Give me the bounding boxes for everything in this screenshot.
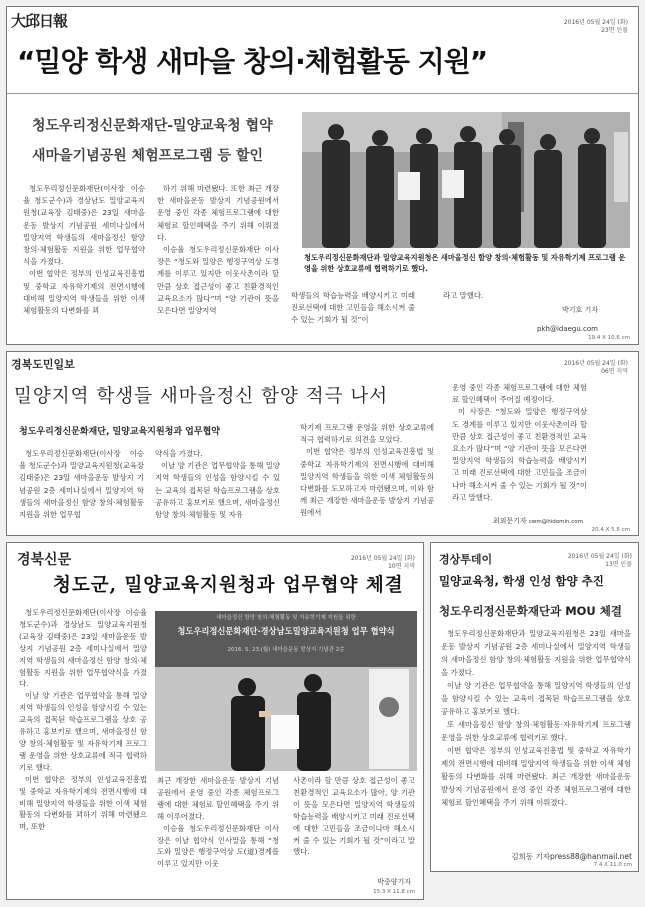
clip-size: 7.4 X 11.0 cm bbox=[593, 862, 632, 868]
masthead: 경북도민일보 bbox=[11, 358, 75, 371]
article-column: 운영 중인 각종 체험프로그램에 대한 체험료 할인혜택이 주어질 예정이다. 이 사장은 “청도와 밀양은 행정구역상 도 경계를 이루고 있지만 이웃사촌이라 할 만큼 상호 접근성이 좋고 친환경적인 교육요소가 많다”며 “양 기관이 뜻을 모은다면 밀양지역 학생들의 학습능력을 배양시키고 미래 진로선택에 대한 고민들을 조금이나마 해소시켜 줄 수 있는 기회가 될 것”이라고 말했다. bbox=[452, 383, 587, 502]
dateline bbox=[564, 360, 628, 376]
subhead: 청도우리정신문화재단과 MOU 체결 bbox=[439, 604, 622, 618]
page-info: 06면 지역 bbox=[601, 368, 628, 375]
article-photo bbox=[155, 611, 417, 771]
divider bbox=[7, 93, 639, 94]
article-column: 청도우리정신문화재단(이사장 이승율 청도군수)과 경상남도 밀양교육지원청(교육장 김태중)은 23일 새마을운동 발상지 기념공원 세미나실에서 밀양지역 학생들의 새마을정신 함양 창의·체험활동 지원을 위한 업무협약식을 가졌다. 이번 협약은 정부의 인성교육진흥법 및 중학교 자유학기제의 전면시행에 대비해 밀양지역 학생들을 위한 이색 체험활동의 다변화를 꾀 bbox=[23, 184, 145, 316]
clip-size: 15.3 X 11.8 cm bbox=[373, 889, 415, 895]
article-column: 청도우리정신문화재단(이사장 이승율 청도군수)과 경상남도 밀양교육지원청(교육장 김태중)은 23일 새마을운동 발상지 기념공원 2층 세미나실에서 밀양지역 학생들의 새마을정신 함양 창의·체험활동 지원을 위한 업무협약식을 가졌다. 이날 양 기관은 업무협약을 통해 밀양지역 학생들의 인성을 함양시킬 수 있는 교육의 접목된 학습프로그램을 상호 공유하고 홍보키로 했으며, 새마을정신 함양 창의·체험활동 및 자유학기제 프로그램 운영을 위한 상호교류에 적극 협력하기로 했다. 이번 협약은 정부의 인성교육진흥법 및 중학교 자유학기제의 전면시행에 대비해 밀양지역 학생들을 위한 이색 체험활동의 다변화를 꾀하기 위해 마련됐으며, 또한 bbox=[19, 608, 147, 832]
reporter-name: 최외문기자 bbox=[492, 517, 527, 525]
photo-caption: 청도우리정신문화재단과 밀양교육지원청은 새마을정신 함양 창의·체험활동 및 자유학기제 프로그램 운영을 위한 상호교류에 협력하기로 했다. bbox=[304, 253, 626, 273]
page-info: 10면 지역 bbox=[388, 563, 415, 570]
headline: 밀양지역 학생들 새마을정신 함양 적극 나서 bbox=[14, 386, 389, 407]
headline: 밀양교육청, 학생 인성 함양 추진 bbox=[439, 574, 604, 588]
masthead: 大邱日報 bbox=[11, 12, 68, 30]
byline: 박중양기자 bbox=[377, 878, 411, 886]
date: 2016년 05월 24일 (화) bbox=[563, 19, 628, 26]
banner-line-1: 새마을정신 함양 창의·체험활동 및 자유학기제 지원을 위한 bbox=[216, 615, 356, 621]
clip-gyeongsang-today bbox=[430, 542, 639, 872]
dateline bbox=[351, 555, 415, 571]
headline: “밀양 학생 새마을 창의·체험활동 지원” bbox=[17, 45, 488, 78]
byline: 김희동 기자press88@hanmail.net bbox=[511, 852, 632, 861]
banner-line-2: 청도우리정신문화재단·경상남도밀양교육지원청 업무 협약식 bbox=[177, 626, 395, 636]
article-column: 사촌이라 할 만큼 상호 접근성이 좋고 친환경적인 교육요소가 많아, 양 기관이 뜻을 모은다면 밀양지역 학생들의 학습능력을 배양시키고 미래 진로선택에 대한 고민들을 조금이나마 해소시켜 줄 수 있는 기회가 될 것”이라고 말했다. bbox=[293, 776, 415, 857]
dateline bbox=[564, 19, 628, 35]
dateline bbox=[568, 553, 632, 569]
article-body: 청도우리정신문화재단과 밀양교육지원청은 23일 새마을운동 발상지 기념공원 2층 세미나실에서 밀양지역 학생들의 새마을정신 함양 창의·체험활동 지원을 위한 업무협약식을 가졌다. 이날 양 기관은 업무협약을 통해 밀양지역 학생들의 인성을 함양시킬 수 있는 교육이 접목된 학습프로그램을 상호 공유하고 홍보키로 했다. 또 새마을정신 함양 창의·체험활동·자유학기제 프로그램 운영을 위한 상호교류에 협력키로 했다. 이번 협약은 정부의 인성교육진흥법 및 중학교 자유학기제의 전면시행에 대비해 밀양지역 학생들을 위한 이색 체험활동의 다변화를 위해 마련됐다. 최근 개장한 새마을운동 발상지 기념공원에서 운영 중인 각종 체험프로그램에 대한 체험료 할인혜택을 주기 위해 이뤄졌다. bbox=[441, 629, 631, 807]
clip-daegu-ilbo bbox=[6, 6, 639, 345]
article-column: 학생들의 학습능력을 배양시키고 미래 진로선택에 대한 고민들을 해소시켜 줄 수 있는 기회가 될 것”이 bbox=[291, 291, 415, 325]
clip-gyeongbuk-sinmun bbox=[6, 542, 424, 900]
article-column: 라고 말했다. bbox=[443, 291, 484, 300]
subhead: 청도우리정신문화재단, 밀양교육지원청과 업무협약 bbox=[19, 427, 220, 437]
article-column: 최근 개장한 새마을운동 발상지 기념공원에서 운영 중인 각종 체험프로그램에 대한 체험료 할인혜택을 주기 위해 이루어졌다. 이승율 청도우리정신문화재단 이사장은 이날 협약식 인사말을 통해 “청도와 밀양은 행정구역상 도(道)경계를 이루고 있지만 이웃 bbox=[157, 776, 279, 869]
byline: 박기호 기자 bbox=[561, 306, 598, 314]
date: 2016년 05월 24일 (화) bbox=[567, 553, 632, 560]
article-photo bbox=[302, 112, 630, 248]
group-photo-image bbox=[302, 112, 630, 248]
clip-size: 19.4 X 10.6 cm bbox=[588, 335, 630, 341]
subhead-2: 새마을기념공원 체험프로그램 등 할인 bbox=[32, 148, 264, 164]
reporter-email: cwm@hidomin.com bbox=[528, 519, 583, 525]
article-column: 약식을 가졌다. 이날 양 기관은 업무협약을 통해 밀양지역 학생들의 인성을 함양시킬 수 있는 교육의 접목된 학습프로그램을 상호 공유하고 홍보키로 했으며, 새마을정신 함양 창의·체험활동 및 자유 bbox=[155, 449, 280, 520]
masthead: 경북신문 bbox=[17, 552, 72, 568]
page-info: 23면 인물 bbox=[601, 27, 628, 34]
banner-line-3: 2016. 5. 23.(월) 새마을운동 발상지 기념관 2층 bbox=[227, 647, 345, 653]
subhead-1: 청도우리정신문화재단-밀양교육청 협약 bbox=[32, 118, 273, 134]
article-column: 학기제 프로그램 운영을 위한 상호교류에 적극 협력하기로 의견을 모았다. 이번 협약은 정부의 인성교육진흥법 및 중학교 자유학기제의 전면시행에 대비해 밀양지역 학생들을 위한 이색 체험활동의 다변화를 도모하고자 마련됐으며, 이와 함께 최근 개장한 새마을운동 발상지 기념공원에서 bbox=[300, 423, 434, 518]
date: 2016년 05월 24일 (화) bbox=[350, 555, 415, 562]
article-column: 하기 위해 마련됐다. 또한 최근 개장한 새마을운동 발상지 기념공원에서 운영 중인 각종 체험프로그램에 대한 체험료 할인혜택을 주기 위해 이뤄졌다. 이승율 청도우리정신문화재단 이사장은 “청도와 밀양은 행정구역상 도경계를 이루고 있지만 이웃사촌이라 할 만큼 상호 접근성이 좋고 친환경적인 교육요소가 많다”며 “양 기관이 뜻을 모은다면 밀양지역 bbox=[157, 184, 279, 316]
date: 2016년 05월 24일 (화) bbox=[563, 360, 628, 367]
byline bbox=[493, 516, 583, 526]
headline: 청도군, 밀양교육지원청과 업무협약 체결 bbox=[53, 575, 404, 596]
clip-size: 20.4 X 5.5 cm bbox=[591, 527, 630, 533]
page-info: 13면 인물 bbox=[605, 561, 632, 568]
clip-gyeongbuk-domin bbox=[6, 351, 639, 536]
reporter-email: pkh@idaegu.com bbox=[537, 325, 598, 333]
article-column: 청도우리정신문화재단(이사장 이승율 청도군수)과 밀양교육지원청(교육장 김태중)은 23일 새마을운동 발상지 기념공원 2층 세미나실에서 밀양지역 학생들의 새마을정신 함양 창의·체험활동 지원을 위한 업무협 bbox=[19, 449, 144, 520]
masthead: 경상투데이 bbox=[439, 553, 493, 566]
